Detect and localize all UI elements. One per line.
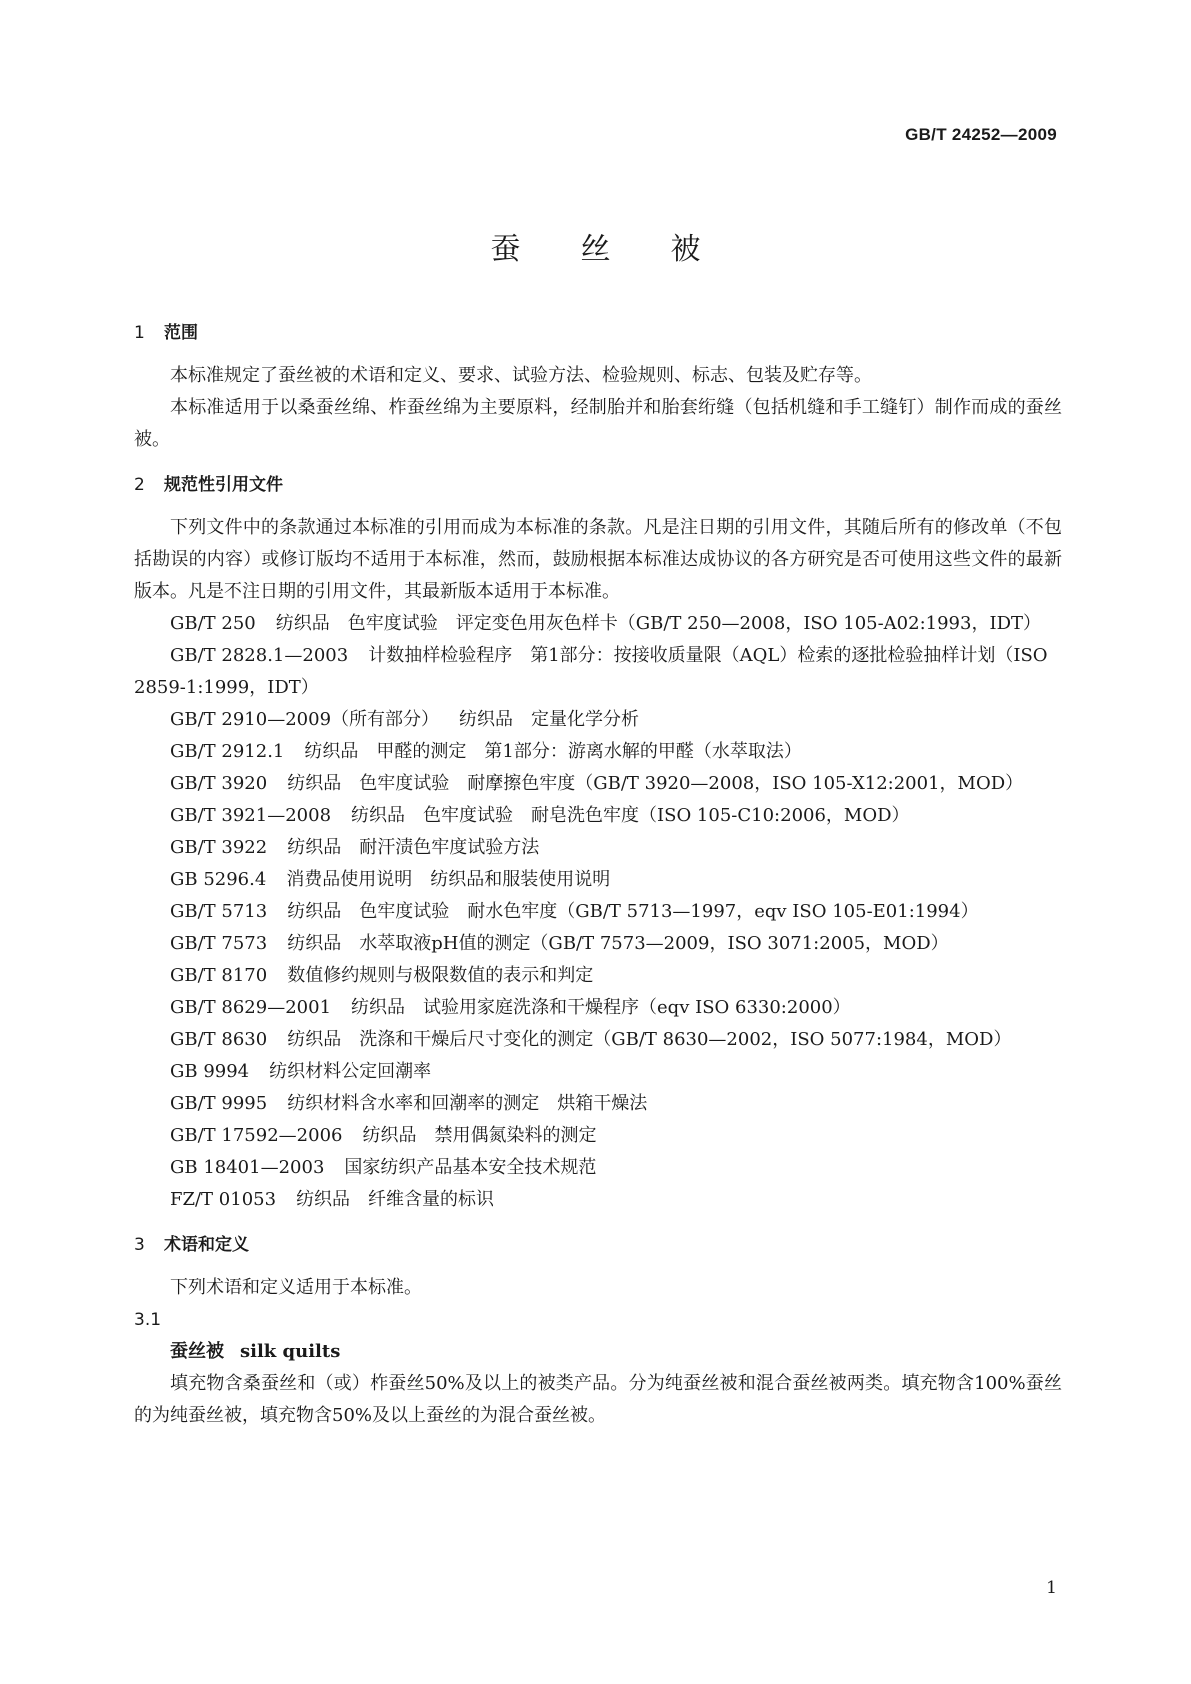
reference-code: GB/T 8170 xyxy=(170,965,268,986)
section-number: 3 xyxy=(134,1235,145,1255)
reference-text: 纺织材料含水率和回潮率的测定 烘箱干燥法 xyxy=(287,1093,648,1114)
reference-item xyxy=(134,800,1062,832)
reference-text: 纺织品 色牢度试验 耐水色牢度（GB/T 5713—1997，eqv ISO 105-E01:1994） xyxy=(287,901,979,922)
reference-code: GB/T 7573 xyxy=(170,933,268,954)
page-number: 1 xyxy=(1046,1578,1057,1598)
paragraph: 本标准规定了蚕丝被的术语和定义、要求、试验方法、检验规则、标志、包装及贮存等。 xyxy=(170,365,872,386)
reference-item xyxy=(134,704,1062,736)
document-body xyxy=(134,322,1062,1432)
reference-code: GB 18401—2003 xyxy=(170,1157,325,1178)
reference-code: GB/T 2910—2009（所有部分） xyxy=(170,709,440,730)
reference-code: GB 5296.4 xyxy=(170,869,267,890)
reference-text: 纺织品 色牢度试验 耐皂洗色牢度（ISO 105-C10:2006，MOD） xyxy=(351,805,910,826)
section-number: 2 xyxy=(134,475,145,495)
section-heading-scope xyxy=(134,322,1062,344)
reference-text: 国家纺织产品基本安全技术规范 xyxy=(344,1157,597,1178)
section-number: 1 xyxy=(134,323,145,343)
section-title: 范围 xyxy=(164,323,198,343)
reference-code: GB/T 3922 xyxy=(170,837,268,858)
reference-text: 纺织品 色牢度试验 评定变色用灰色样卡（GB/T 250—2008，ISO 105-A02:1993，IDT） xyxy=(275,613,1042,634)
reference-text: 纺织品 试验用家庭洗涤和干燥程序（eqv ISO 6330:2000） xyxy=(351,997,851,1018)
section-heading-terms-definitions xyxy=(134,1234,1062,1256)
document-title: 蚕丝被 xyxy=(490,232,761,267)
reference-item xyxy=(134,736,1062,768)
reference-text: 数值修约规则与极限数值的表示和判定 xyxy=(287,965,594,986)
term-definition: 填充物含桑蚕丝和（或）柞蚕丝50%及以上的被类产品。分为纯蚕丝被和混合蚕丝被两类。填充物含100%蚕丝的为纯蚕丝被，填充物含50%及以上蚕丝的为混合蚕丝被。 xyxy=(134,1373,1062,1426)
standard-code: GB/T 24252—2009 xyxy=(905,125,1057,144)
reference-code: FZ/T 01053 xyxy=(170,1189,277,1210)
reference-item xyxy=(134,608,1062,640)
reference-text: 纺织品 甲醛的测定 第1部分：游离水解的甲醛（水萃取法） xyxy=(304,741,802,762)
reference-text: 纺织品 纤维含量的标识 xyxy=(296,1189,495,1210)
reference-item xyxy=(134,1152,1062,1184)
section-title: 规范性引用文件 xyxy=(164,475,283,495)
reference-text: 纺织材料公定回潮率 xyxy=(269,1061,432,1082)
reference-item xyxy=(134,640,1062,704)
term-english: silk quilts xyxy=(240,1341,341,1362)
reference-item xyxy=(134,1088,1062,1120)
reference-item xyxy=(134,1184,1062,1216)
reference-item xyxy=(134,960,1062,992)
reference-text: 计数抽样检验程序 第1部分：按接收质量限（AQL）检索的逐批检验抽样计划（ISO 2859-1:1999，IDT） xyxy=(134,645,1048,698)
reference-item xyxy=(134,1024,1062,1056)
paragraph: 本标准适用于以桑蚕丝绵、柞蚕丝绵为主要原料，经制胎并和胎套绗缝（包括机缝和手工缝钉）制作而成的蚕丝被。 xyxy=(134,397,1062,450)
reference-code: GB/T 3921—2008 xyxy=(170,805,332,826)
reference-code: GB/T 8630 xyxy=(170,1029,268,1050)
term-entry xyxy=(134,1336,1062,1368)
reference-code: GB/T 250 xyxy=(170,613,256,634)
reference-code: GB/T 17592—2006 xyxy=(170,1125,343,1146)
paragraph: 下列文件中的条款通过本标准的引用而成为本标准的条款。凡是注日期的引用文件，其随后所有的修改单（不包括勘误的内容）或修订版均不适用于本标准，然而，鼓励根据本标准达成协议的各方研究是否可使用这些文件的最新版本。凡是不注日期的引用文件，其最新版本适用于本标准。 xyxy=(134,517,1062,602)
reference-text: 纺织品 禁用偶氮染料的测定 xyxy=(362,1125,597,1146)
reference-item xyxy=(134,768,1062,800)
section-heading-normative-references xyxy=(134,474,1062,496)
reference-item xyxy=(134,896,1062,928)
reference-code: GB/T 2828.1—2003 xyxy=(170,645,349,666)
reference-code: GB 9994 xyxy=(170,1061,250,1082)
term-number: 3.1 xyxy=(134,1310,162,1330)
reference-item xyxy=(134,832,1062,864)
reference-item xyxy=(134,864,1062,896)
term-chinese: 蚕丝被 xyxy=(170,1341,224,1362)
reference-text: 纺织品 洗涤和干燥后尺寸变化的测定（GB/T 8630—2002，ISO 5077:1984，MOD） xyxy=(287,1029,1012,1050)
reference-item xyxy=(134,1056,1062,1088)
reference-text: 纺织品 色牢度试验 耐摩擦色牢度（GB/T 3920—2008，ISO 105-X12:2001，MOD） xyxy=(287,773,1024,794)
paragraph: 下列术语和定义适用于本标准。 xyxy=(170,1277,422,1298)
reference-text: 纺织品 水萃取液pH值的测定（GB/T 7573—2009，ISO 3071:2005，MOD） xyxy=(287,933,949,954)
section-title: 术语和定义 xyxy=(164,1235,249,1255)
reference-text: 消费品使用说明 纺织品和服装使用说明 xyxy=(286,869,611,890)
reference-item xyxy=(134,928,1062,960)
reference-item xyxy=(134,1120,1062,1152)
reference-code: GB/T 3920 xyxy=(170,773,268,794)
reference-code: GB/T 2912.1 xyxy=(170,741,285,762)
reference-code: GB/T 9995 xyxy=(170,1093,268,1114)
reference-code: GB/T 8629—2001 xyxy=(170,997,332,1018)
reference-item xyxy=(134,992,1062,1024)
reference-text: 纺织品 定量化学分析 xyxy=(459,709,640,730)
reference-code: GB/T 5713 xyxy=(170,901,268,922)
reference-list xyxy=(134,608,1062,1216)
reference-text: 纺织品 耐汗渍色牢度试验方法 xyxy=(287,837,540,858)
